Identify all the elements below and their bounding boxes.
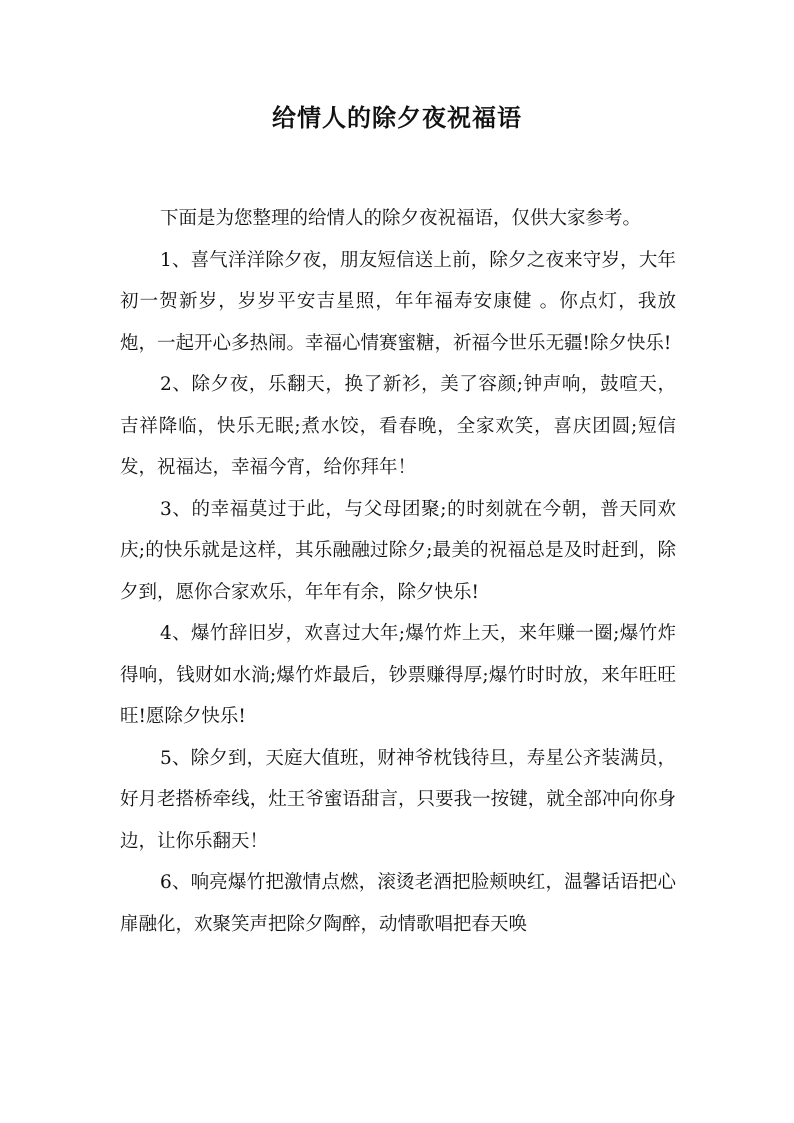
- intro-paragraph: 下面是为您整理的给情人的除夕夜祝福语，仅供大家参考。: [160, 208, 642, 229]
- paragraph-2: 2、除夕夜，乐翻天，换了新衫，美了容颜;钟声响，鼓喧天，吉祥降临，快乐无眠;煮水饺，看春晚，全家欢笑，喜庆团圆;短信发，祝福达，幸福今宵，给你拜年！: [120, 374, 676, 478]
- paragraph-5: 5、除夕到，天庭大值班，财神爷枕钱待旦，寿星公齐装满员，好月老搭桥牵线，灶王爷蜜语甜言，只要我一按键，就全部冲向你身边，让你乐翻天！: [120, 747, 676, 852]
- paragraph-6: 6、响亮爆竹把激情点燃，滚烫老酒把脸颊映红，温馨话语把心扉融化，欢聚笑声把除夕陶醉，动情歌唱把春天唤: [120, 872, 676, 935]
- paragraph-4: 4、爆竹辞旧岁，欢喜过大年;爆竹炸上天，来年赚一圈;爆竹炸得响，钱财如水淌;爆竹炸最后，钞票赚得厚;爆竹时时放，来年旺旺旺!愿除夕快乐!: [120, 623, 676, 727]
- paragraph-1: 1、喜气洋洋除夕夜，朋友短信送上前，除夕之夜来守岁，大年初一贺新岁，岁岁平安吉星照，年年福寿安康健 。你点灯，我放炮，一起开心多热闹。幸福心情赛蜜糖，祈福今世乐无疆!除夕快乐!: [120, 249, 676, 354]
- document-body: [120, 198, 676, 945]
- document-title: 给情人的除夕夜祝福语: [272, 104, 522, 132]
- paragraph-3: 3、的幸福莫过于此，与父母团聚;的时刻就在今朝，普天同欢庆;的快乐就是这样，其乐融融过除夕;最美的祝福总是及时赶到，除夕到，愿你合家欢乐，年年有余，除夕快乐!: [120, 498, 676, 603]
